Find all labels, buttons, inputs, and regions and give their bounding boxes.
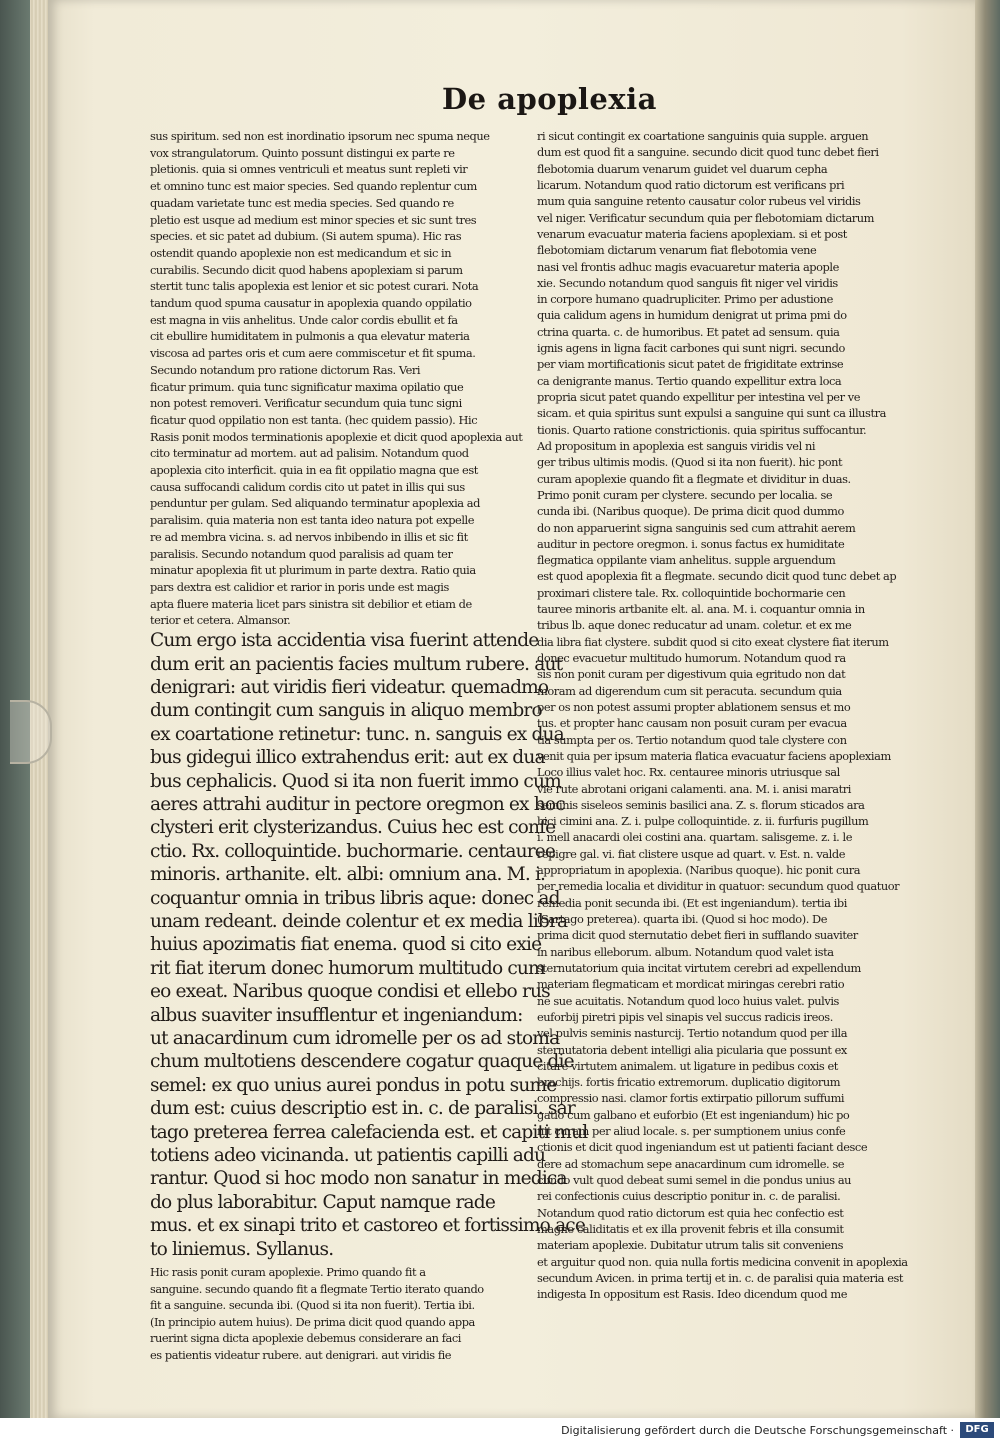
text-line: tus. et propter hanc causam non posuit curam per evacua [537,716,847,731]
text-line: tago preterea ferrea calefacienda est. et capiti mul [150,1121,588,1143]
text-line: tionis. Quarto ratione constrictionis. quia spiritus suffocantur. [537,422,867,437]
text-line: Primo ponit curam per clystere. secundo per localia. se [537,487,833,502]
text-line: tia sumpta per os. Tertio notandum quod tale clystere con [537,732,847,747]
text-line: paralisis. Secundo notandum quod paralisis ad quam ter [150,546,453,561]
text-line: brachijs. fortis fricatio extremorum. duplicatio digitorum [537,1075,841,1090]
text-line: ex coartatione retinetur: tunc. n. sanguis ex dua [150,723,564,745]
text-line: bici cimini ana. Z. i. pulpe colloquintide. z. ii. furfuris pugillum [537,814,869,829]
text-line: apoplexia cito interficit. quia in ea fit oppilatio magna que est [150,463,478,478]
text-line: paralisim. quia materia non est tanta ideo natura pot expelle [150,513,475,528]
text-line: clysteri erit clysterizandus. Cuius hec est confe [150,817,556,839]
text-line: re ad membra vicina. s. ad nervos inbibendo in illis et sic fit [150,529,468,544]
text-line: semel: ex quo unius aurei pondus in potu sume [150,1074,557,1096]
text-line: Hic rasis ponit curam apoplexie. Primo quando fit a [150,1265,426,1280]
text-line: terior et cetera. Almansor. [150,613,291,628]
text-line: ctio. Rx. colloquintide. buchormarie. centauree [150,840,556,862]
text-line: dum est: cuius descriptio est in. c. de paralisi. sar [150,1098,575,1120]
text-line: sicam. et quia spiritus sunt expulsi a sanguine qui sunt ca illustra [537,406,886,421]
text-line: sis non ponit curam per digestivum quia egritudo non dat [537,667,846,682]
left-commentary-bottom [150,1264,518,1364]
text-line: per remedia localia et dividitur in quatuor: secundum quod quatuor [537,879,900,894]
text-line: do plus laborabitur. Caput namque rade [150,1191,495,1213]
text-line: Notandum quod ratio dictorum est quia hec confectio est [537,1205,844,1220]
text-line: tauree minoris artbanite elt. al. ana. M. i. coquantur omnia in [537,602,865,617]
text-line: dere ad stomachum sepe anacardinum cum idromelle. se [537,1156,845,1171]
text-line: per viam mortificationis sicut patet de frigiditate extrinse [537,357,844,372]
text-line: ut anacardinum cum idromelle per os ad stoma [150,1028,560,1049]
text-line: minatur apoplexia fit ut plurimum in parte dextra. Ratio quia [150,563,476,578]
text-line: pletionis. quia si omnes ventriculi et meatus sunt repleti vir [150,162,468,177]
text-line: mum quia sanguine retento causatur color rubeus vel viridis [537,194,861,209]
text-line: vel niger. Verificatur secundum quia per flebotomiam dictarum [537,210,875,225]
text-line: seminis siseleos seminis basilici ana. Z. s. florum sticados ara [537,797,865,812]
text-line: sanguine. secundo quando fit a flegmate Tertio iterato quando [150,1281,484,1296]
text-line: bus cephalicis. Quod si ita non fuerit immo cum [150,770,561,792]
text-line: eo exeat. Naribus quoque condisi et ellebo rus [150,981,550,1003]
text-line: vox strangulatorum. Quinto possunt distingui ex parte re [150,145,455,160]
text-line: xie. Secundo notandum quod sanguis fit niger vel viridis [537,275,838,290]
text-line: cunda ibi. (Naribus quoque). De prima dicit quod dummo [537,504,844,519]
text-line: magne caliditatis et ex illa provenit febris et illa consumit [537,1221,844,1236]
text-line: appropriatum in apoplexia. (Naribus quoque). hic ponit cura [537,863,861,878]
text-line: pletio est usque ad medium est minor species et sic sunt tres [150,212,477,227]
text-line: vie rute abrotani origani calamenti. ana. M. i. anisi maratri [537,781,851,796]
text-line: indigesta In oppositum est Rasis. Ideo dicendum quod me [537,1287,847,1302]
text-line: ca denigrante manus. Tertio quando expellitur extra loca [537,373,842,388]
text-line: tribus lb. aque donec reducatur ad unam. coletur. et ex me [537,618,852,633]
text-line: apta fluere materia licet pars sinistra sit debilior et etiam de [150,596,472,611]
text-line: denigrari: aut viridis fieri videatur. quemadmo [150,676,549,698]
text-line: Secundo notandum pro ratione dictorum Ras. Veri [150,362,421,377]
text-line: nit curam per aliud locale. s. per sumptionem unius confe [537,1124,846,1139]
text-line: chum multotiens descendere cogatur quaque die [150,1051,574,1073]
text-line: moram ad digerendum cum sit peracuta. secundum quia [537,683,842,698]
text-line: stertit tunc talis apoplexia est lenior et sic potest curari. Nota [150,279,479,294]
text-line: gatio cum galbano et euforbio (Et est ingeniandum) hic po [537,1107,850,1122]
text-line: compressio nasi. clamor fortis extirpatio pillorum suffumi [537,1091,845,1106]
text-line: ger tribus ultimis modis. (Quod si ita non fuerit). hic pont [537,455,843,470]
left-commentary-top [150,128,523,629]
text-line: cit ebullire humiditatem in pulmonis a qua elevatur materia [150,329,470,344]
text-line: venarum evacuatur materia faciens apoplexiam. si et post [537,226,847,241]
running-head: De apoplexia [442,82,657,116]
text-line: ctrina quarta. c. de humoribus. Et patet ad sensum. quia [537,324,840,339]
text-line: penduntur per gulam. Sed aliquando terminatur apoplexia ad [150,496,480,511]
text-line: rit fiat iterum donec humorum multitudo cum [150,957,545,979]
text-line: pars dextra est calidior et rarior in poris unde est magis [150,579,449,594]
page-right-edge [975,0,1000,1418]
left-main-text [150,629,588,1261]
text-line: sternutatoria debent intelligi alia picularia que possunt ex [537,1042,847,1057]
text-line: flegmatica oppilante viam anhelitus. supple arguendum [537,553,836,568]
text-line: curabilis. Secundo dicit quod habens apoplexiam si parum [150,262,463,277]
text-line: albus suaviter insufflentur et ingeniandum: [150,1004,523,1026]
text-line: sus spiritum. sed non est inordinatio ipsorum nec spuma neque [150,129,490,143]
text-line: i. mell anacardi olei costini ana. quartam. salisgeme. z. i. le [537,830,853,845]
text-line: ne sue acuitatis. Notandum quod loco huius valet. pulvis [537,993,839,1008]
text-line: (Sartago preterea). quarta ibi. (Quod si hoc modo). De [537,912,828,926]
text-line: flebotomia duarum venarum guidet vel duarum cepha [537,161,828,176]
text-line: euforbij piretri pipis vel sinapis vel succus radicis ireos. [537,1009,833,1024]
funding-credit: Digitalisierung gefördert durch die Deutsche Forschungsgemeinschaft · [561,1424,954,1437]
text-line: causa suffocandi calidum cordis cito ut patet in illis qui sus [150,479,465,494]
text-line: materiam apoplexie. Dubitatur utrum talis sit conveniens [537,1238,844,1253]
text-line: est quod apoplexia fit a flegmate. secundo dicit quod tunc debet ap [537,569,897,584]
footer-bar [0,1418,1000,1444]
text-line: totiens adeo vicinanda. ut patientis capilli adu [150,1145,546,1167]
right-column [537,128,907,1303]
text-line: dia libra fiat clystere. subdit quod si cito exeat clystere fiat iterum [537,634,889,649]
text-line: ctionis et dicit quod ingeniandum est ut patienti faciant desce [537,1140,868,1155]
text-line: repigre gal. vi. fiat clistere usque ad quart. v. Est. n. valde [537,846,845,861]
text-line: proximari clistere tale. Rx. colloquintide bochormarie cen [537,585,846,600]
text-line: fit a sanguine. secunda ibi. (Quod si ita non fuerit). Tertia ibi. [150,1298,475,1313]
text-line: Loco illius valet hoc. Rx. centauree minoris utriusque sal [537,765,840,780]
text-line: cito terminatur ad mortem. aut ad palisim. Notandum quod [150,446,469,461]
text-line: est magna in viis anhelitus. Unde calor cordis ebullit et fa [150,312,458,327]
text-line: auditur in pectore oregmon. i. sonus factus ex humiditate [537,536,845,551]
text-line: tandum quod spuma causatur in apoplexia quando oppilatio [150,296,472,311]
text-line: venit quia per ipsum materia flatica evacuatur faciens apoplexiam [537,748,891,763]
text-line: vel pulvis seminis nasturcij. Tertio notandum quod per illa [537,1026,848,1041]
text-line: rantur. Quod si hoc modo non sanatur in medica [150,1168,567,1190]
text-line: et arguitur quod non. quia nulla fortis medicina convenit in apoplexia [537,1254,908,1269]
text-line: ficatur primum. quia tunc significatur maxima opilatio que [150,379,464,394]
text-line: es patientis videatur rubere. aut denigrari. aut viridis fie [150,1348,452,1363]
text-line: citare virtutem animalem. ut ligature in pedibus coxis et [537,1058,838,1073]
text-line: (In principio autem huius). De prima dicit quod quando appa [150,1314,475,1329]
text-line: Cum ergo ista accidentia visa fuerint attende [150,630,539,652]
text-line: materiam flegmaticam et mordicat miringas cerebri ratio [537,977,845,992]
text-line: ruerint signa dicta apoplexie debemus considerare an faci [150,1331,461,1346]
text-line: Rasis ponit modos terminationis apoplexie et dicit quod apoplexia aut [150,429,523,444]
text-line: rei confectionis cuius descriptio ponitur in. c. de paralisi. [537,1189,841,1204]
text-line: dum erit an pacientis facies multum rubere. aut [150,653,563,675]
text-line: nasi vel frontis adhuc magis evacuaretur materia apople [537,259,839,274]
right-commentary [537,128,907,1303]
text-line: ignis agens in ligna facit carbones qui sunt nigri. secundo [537,341,845,356]
text-line: remedia ponit secunda ibi. (Et est ingeniandum). tertia ibi [537,895,847,910]
text-line: prima dicit quod sternutatio debet fieri in sufflando suaviter [537,928,858,943]
text-line: viscosa ad partes oris et cum aere commiscetur et fit spuma. [150,346,476,361]
text-line: ficatur quod oppilatio non est tanta. (hec quidem passio). Hic [150,412,478,427]
text-line: secundum Avicen. in prima tertij et in. c. de paralisi quia materia est [537,1270,904,1285]
text-line: per os non potest assumi propter ablationem sensus et mo [537,699,851,714]
text-line: ri sicut contingit ex coartatione sanguinis quia supple. arguen [537,129,869,143]
text-line: donec evacuetur multitudo humorum. Notandum quod ra [537,651,846,665]
text-line: to liniemus. Syllanus. [150,1238,334,1260]
text-line: cundo vult quod debeat sumi semel in die pondus unius au [537,1173,852,1187]
text-line: unam redeant. deinde colentur et ex media libra [150,910,568,932]
text-line: Ad propositum in apoplexia est sanguis viridis vel ni [537,438,816,453]
text-line: licarum. Notandum quod ratio dictorum est verificans pri [537,177,845,192]
text-line: aeres attrahi auditur in pectore oregmon ex hoc [150,793,565,815]
text-line: ostendit quando apoplexie non est medicandum et sic in [150,245,452,260]
page-clip [10,700,52,764]
text-line: do non apparuerint signa sanguinis sed cum attrahit aerem [537,520,856,535]
text-line: curam apoplexie quando fit a flegmate et dividitur in duas. [537,471,851,486]
text-line: huius apozimatis fiat enema. quod si cito exie [150,934,542,956]
dfg-logo: DFG [960,1422,994,1438]
text-line: bus gidegui illico extrahendus erit: aut ex dua [150,747,545,769]
text-line: non potest removeri. Verificatur secundum quia tunc signi [150,396,462,411]
text-line: in naribus elleborum. album. Notandum quod valet ista [537,944,834,959]
text-line: propria sicut patet quando expellitur per intestina vel per ve [537,390,861,404]
text-line: quia calidum agens in humidum denigrat ut prima pmi do [537,308,847,323]
text-line: coquantur omnia in tribus libris aque: donec ad [150,887,560,909]
text-line: sternutatorium quia incitat virtutem cerebri ad expellendum [537,960,861,975]
text-line: species. et sic patet ad dubium. (Si autem spuma). Hic ras [150,229,462,244]
left-column [150,128,588,1364]
text-line: in corpore humano quadrupliciter. Primo per adustione [537,292,833,307]
text-line: quadam varietate tunc est media species. Sed quando re [150,195,454,210]
text-line: dum contingit cum sanguis in aliquo membro [150,700,542,722]
text-line: mus. et ex sinapi trito et castoreo et fortissimo ace [150,1215,586,1237]
text-line: flebotomiam dictarum venarum fiat flebotomia vene [537,243,817,258]
text-line: minoris. arthanite. elt. albi: omnium ana. M. i. [150,864,546,886]
text-line: et omnino tunc est maior species. Sed quando replentur cum [150,179,477,194]
text-line: dum est quod fit a sanguine. secundo dicit quod tunc debet fieri [537,145,879,160]
